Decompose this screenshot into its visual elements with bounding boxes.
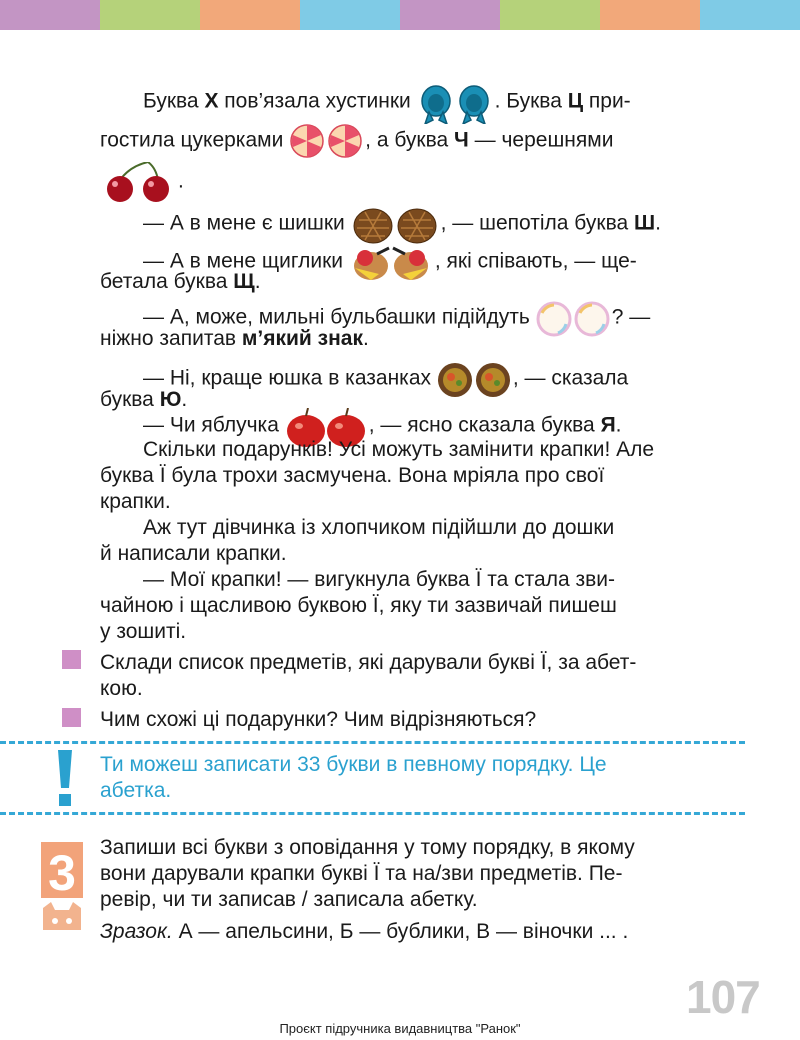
color-strip — [400, 0, 500, 30]
question-2: Чим схожі ці подарунки? Чим відрізняються? — [100, 708, 537, 731]
text: пов’язала хустинки — [218, 89, 411, 113]
task-number-badge — [41, 842, 83, 934]
exclamation-icon — [55, 750, 75, 806]
story-line-6 — [100, 269, 261, 295]
soap-bubble-icon — [536, 300, 612, 336]
text: ніжно запитав — [100, 327, 242, 350]
text: , — сказала — [512, 366, 629, 390]
story-line-1 — [143, 84, 631, 120]
text: — Чи яблучка — [143, 413, 279, 437]
color-strip — [300, 0, 400, 30]
text: — А, може, мильні бульбашки підійдуть — [143, 305, 530, 329]
story-line-15: Аж тут дівчинка із хлопчиком підійшли до дошки — [143, 516, 615, 539]
text: Буква — [143, 89, 205, 113]
footer-publisher: Проєкт підручника видавництва "Ранок" — [279, 1021, 521, 1036]
color-strip — [600, 0, 700, 30]
text: . — [363, 327, 369, 350]
cherry-icon — [100, 162, 178, 202]
candy-icon — [289, 123, 365, 159]
question-bullet — [62, 708, 81, 727]
text: бетала буква — [100, 270, 234, 293]
sample-label: Зразок. — [100, 920, 173, 943]
text: , а буква — [365, 128, 455, 152]
task-line-3: ревір, чи ти записав / записала абетку. — [100, 888, 478, 911]
text: буква — [100, 388, 160, 411]
text: , які співають, — ще- — [434, 249, 637, 273]
story-line-3 — [100, 162, 184, 202]
story-line-19: у зошиті. — [100, 620, 187, 643]
page-number: 107 — [686, 971, 760, 1023]
color-strip — [200, 0, 300, 30]
question-1-line-2: кою. — [100, 677, 143, 700]
question-bullet — [62, 650, 81, 669]
color-strip — [500, 0, 600, 30]
soup-pot-icon — [437, 361, 513, 397]
pinecone-icon — [351, 206, 441, 242]
color-strip — [0, 0, 100, 30]
story-line-4 — [143, 206, 661, 242]
text: ? — — [611, 305, 651, 329]
story-line-18: чайною і щасливою буквою Ї, яку ти зазвичай пишеш — [100, 594, 617, 617]
text: — А в мене щиглики — [143, 249, 344, 273]
letter-bold: Х — [204, 89, 219, 113]
story-line-9 — [143, 361, 628, 397]
text: — А в мене є шишки — [143, 211, 345, 235]
text: . — [181, 388, 188, 411]
info-divider-top — [0, 741, 745, 744]
story-line-2 — [100, 123, 613, 159]
text: . Буква — [494, 89, 568, 113]
scarf-icon — [417, 84, 495, 120]
letter-bold: Ч — [454, 128, 469, 152]
color-strip — [100, 0, 200, 30]
task-number: 3 — [48, 845, 76, 901]
text: — черешнями — [468, 128, 614, 152]
top-color-bar — [0, 0, 800, 30]
info-divider-bottom — [0, 812, 745, 815]
text: . — [254, 270, 261, 293]
task-sample — [100, 919, 628, 945]
letter-bold: Ц — [567, 89, 584, 113]
story-line-14: крапки. — [100, 490, 171, 513]
story-line-13: буква Ї була трохи засмучена. Вона мріяла про свої — [100, 464, 605, 487]
task-line-2: вони дарували крапки букві Ї та на/зви предметів. Пе- — [100, 862, 623, 885]
sample-text: А — апельсини, Б — бублики, В — віночки ... . — [172, 920, 629, 943]
text: , — ясно сказала буква — [368, 413, 601, 437]
story-line-17: — Мої крапки! — вигукнула буква Ї та стала зви- — [143, 568, 615, 591]
phrase-bold: м’який знак — [241, 327, 363, 350]
goldfinch-icon — [349, 244, 435, 280]
color-strip — [700, 0, 800, 30]
text: — Ні, краще юшка в казанках — [143, 366, 432, 390]
letter-bold: Я — [600, 413, 616, 437]
task-line-1: Запиши всі букви з оповідання у тому порядку, в якому — [100, 836, 635, 859]
letter-bold: Щ — [233, 270, 255, 293]
letter-bold: Ш — [634, 211, 656, 235]
text: . — [615, 413, 622, 437]
text: . — [178, 169, 184, 193]
text: при- — [583, 89, 631, 113]
text: гостила цукерками — [100, 128, 284, 152]
letter-bold: Ю — [159, 388, 182, 411]
story-line-12: Скільки подарунків! Усі можуть замінити крапки! Але — [143, 438, 655, 461]
info-line-2: абетка. — [100, 779, 172, 802]
question-1-line-1: Склади список предметів, які дарували букві Ї, за абет- — [100, 651, 637, 674]
text: . — [655, 211, 661, 235]
text: , — шепотіла буква — [440, 211, 634, 235]
info-line-1: Ти можеш записати 33 букви в певному порядку. Це — [100, 753, 607, 776]
story-line-8 — [100, 326, 369, 352]
story-line-16: й написали крапки. — [100, 542, 287, 565]
